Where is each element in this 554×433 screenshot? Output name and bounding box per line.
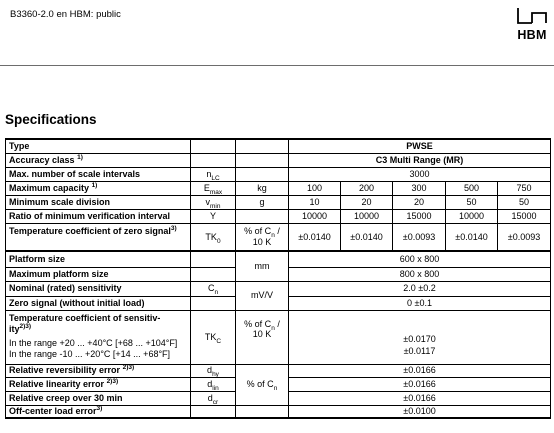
tk0-value: ±0.0093 [393, 223, 446, 251]
type-label: Type [6, 139, 191, 153]
tk0-symbol: $TK_0$ [191, 223, 236, 251]
ratio-value: 10000 [289, 209, 341, 223]
linearity-value: ±0.0166 [289, 377, 551, 391]
ratio-value: 15000 [498, 209, 551, 223]
row-ratio [6, 209, 551, 223]
row-platform-size [6, 251, 551, 267]
section-title: Specifications [5, 112, 97, 127]
row-max-capacity [6, 181, 551, 195]
row-type [6, 139, 551, 153]
specifications-table [5, 138, 551, 419]
platform-size-label: Platform size [6, 251, 191, 267]
hbm-logo-text: HBM [517, 28, 547, 42]
scale-intervals-value: 3000 [289, 167, 551, 181]
ratio-value: 10000 [446, 209, 498, 223]
max-platform-value: 800 x 800 [289, 267, 551, 281]
max-capacity-value: 300 [393, 181, 446, 195]
linearity-symbol: $d_{lin}$ [191, 377, 236, 391]
zero-signal-value: 0 ±0.1 [289, 296, 551, 310]
tk0-unit: % of $C_n$ / 10 K [236, 223, 289, 251]
max-capacity-label: Maximum capacity $^{1)}$ [6, 181, 191, 195]
max-capacity-value: 200 [341, 181, 393, 195]
reversibility-symbol: $d_{hy}$ [191, 364, 236, 377]
header-divider [0, 65, 554, 66]
sensitivity-unit: mV/V [236, 281, 289, 310]
ratio-label: Ratio of minimum verification interval [6, 209, 191, 223]
row-reversibility [6, 364, 551, 377]
max-platform-label: Maximum platform size [6, 267, 191, 281]
max-capacity-symbol: $E_{max}$ [191, 181, 236, 195]
platform-size-value: 600 x 800 [289, 251, 551, 267]
sensitivity-value: 2.0 ±0.2 [289, 281, 551, 296]
row-sensitivity [6, 281, 551, 296]
row-min-division [6, 195, 551, 209]
tkc-value-1: ±0.0170 [403, 333, 436, 344]
tk0-value: ±0.0140 [289, 223, 341, 251]
type-value: PWSE [289, 139, 551, 153]
tkc-symbol: $TK_C$ [191, 310, 236, 364]
row-accuracy [6, 153, 551, 167]
min-division-value: 10 [289, 195, 341, 209]
tkc-label: Temperature coefficient of sensitiv- ity$^{2)3)}$ In the range +20 ... +40°C [+68 ... +104°F] In the range -10 ... +20°C [+14 ... +68°F] [6, 310, 191, 364]
sensitivity-symbol: $C_n$ [191, 281, 236, 296]
creep-label: Relative creep over 30 min [6, 391, 191, 405]
tkc-range-1: In the range +20 ... +40°C [+68 ... +104°F] [9, 337, 178, 348]
min-division-value: 20 [393, 195, 446, 209]
accuracy-value: C3 Multi Range (MR) [289, 153, 551, 167]
max-capacity-value: 500 [446, 181, 498, 195]
scale-intervals-symbol: $n_{LC}$ [191, 167, 236, 181]
min-division-value: 20 [341, 195, 393, 209]
reversibility-label: Relative reversibility error $^{2)3)}$ [6, 364, 191, 377]
tkc-value-2: ±0.0117 [403, 345, 436, 356]
platform-unit: mm [236, 251, 289, 281]
document-id: B3360-2.0 en HBM: public [10, 9, 121, 20]
min-division-value: 50 [446, 195, 498, 209]
tk0-value: ±0.0140 [446, 223, 498, 251]
tk0-label: Temperature coefficient of zero signal$^{3)}$ [6, 223, 191, 251]
creep-symbol: $d_{cr}$ [191, 391, 236, 405]
row-tkc [6, 310, 551, 364]
hbm-logo [512, 5, 552, 45]
linearity-label: Relative linearity error $^{2)3)}$ [6, 377, 191, 391]
ratio-value: 15000 [393, 209, 446, 223]
min-division-value: 50 [498, 195, 551, 209]
pct-unit: % of $C_n$ [236, 364, 289, 405]
creep-value: ±0.0166 [289, 391, 551, 405]
max-capacity-unit: kg [236, 181, 289, 195]
row-offcenter [6, 405, 551, 418]
tkc-values [289, 310, 551, 364]
row-tk0 [6, 223, 551, 251]
min-division-unit: g [236, 195, 289, 209]
offcenter-value: ±0.0100 [289, 405, 551, 418]
tkc-range-2: In the range -10 ... +20°C [+14 ... +68°F] [9, 348, 171, 359]
ratio-value: 10000 [341, 209, 393, 223]
offcenter-label: Off-center load error$^{3)}$ [6, 405, 191, 418]
scale-intervals-label: Max. number of scale intervals [6, 167, 191, 181]
max-capacity-value: 100 [289, 181, 341, 195]
tkc-unit: % of $C_n$ / 10 K [236, 310, 289, 364]
tk0-value: ±0.0140 [341, 223, 393, 251]
ratio-symbol: Y [191, 209, 236, 223]
accuracy-label: Accuracy class $^{1)}$ [6, 153, 191, 167]
zero-signal-label: Zero signal (without initial load) [6, 296, 191, 310]
hbm-logo-mark [512, 5, 552, 29]
sensitivity-label: Nominal (rated) sensitivity [6, 281, 191, 296]
row-scale-intervals [6, 167, 551, 181]
max-capacity-value: 750 [498, 181, 551, 195]
tk0-value: ±0.0093 [498, 223, 551, 251]
min-division-label: Minimum scale division [6, 195, 191, 209]
reversibility-value: ±0.0166 [289, 364, 551, 377]
min-division-symbol: $v_{min}$ [191, 195, 236, 209]
